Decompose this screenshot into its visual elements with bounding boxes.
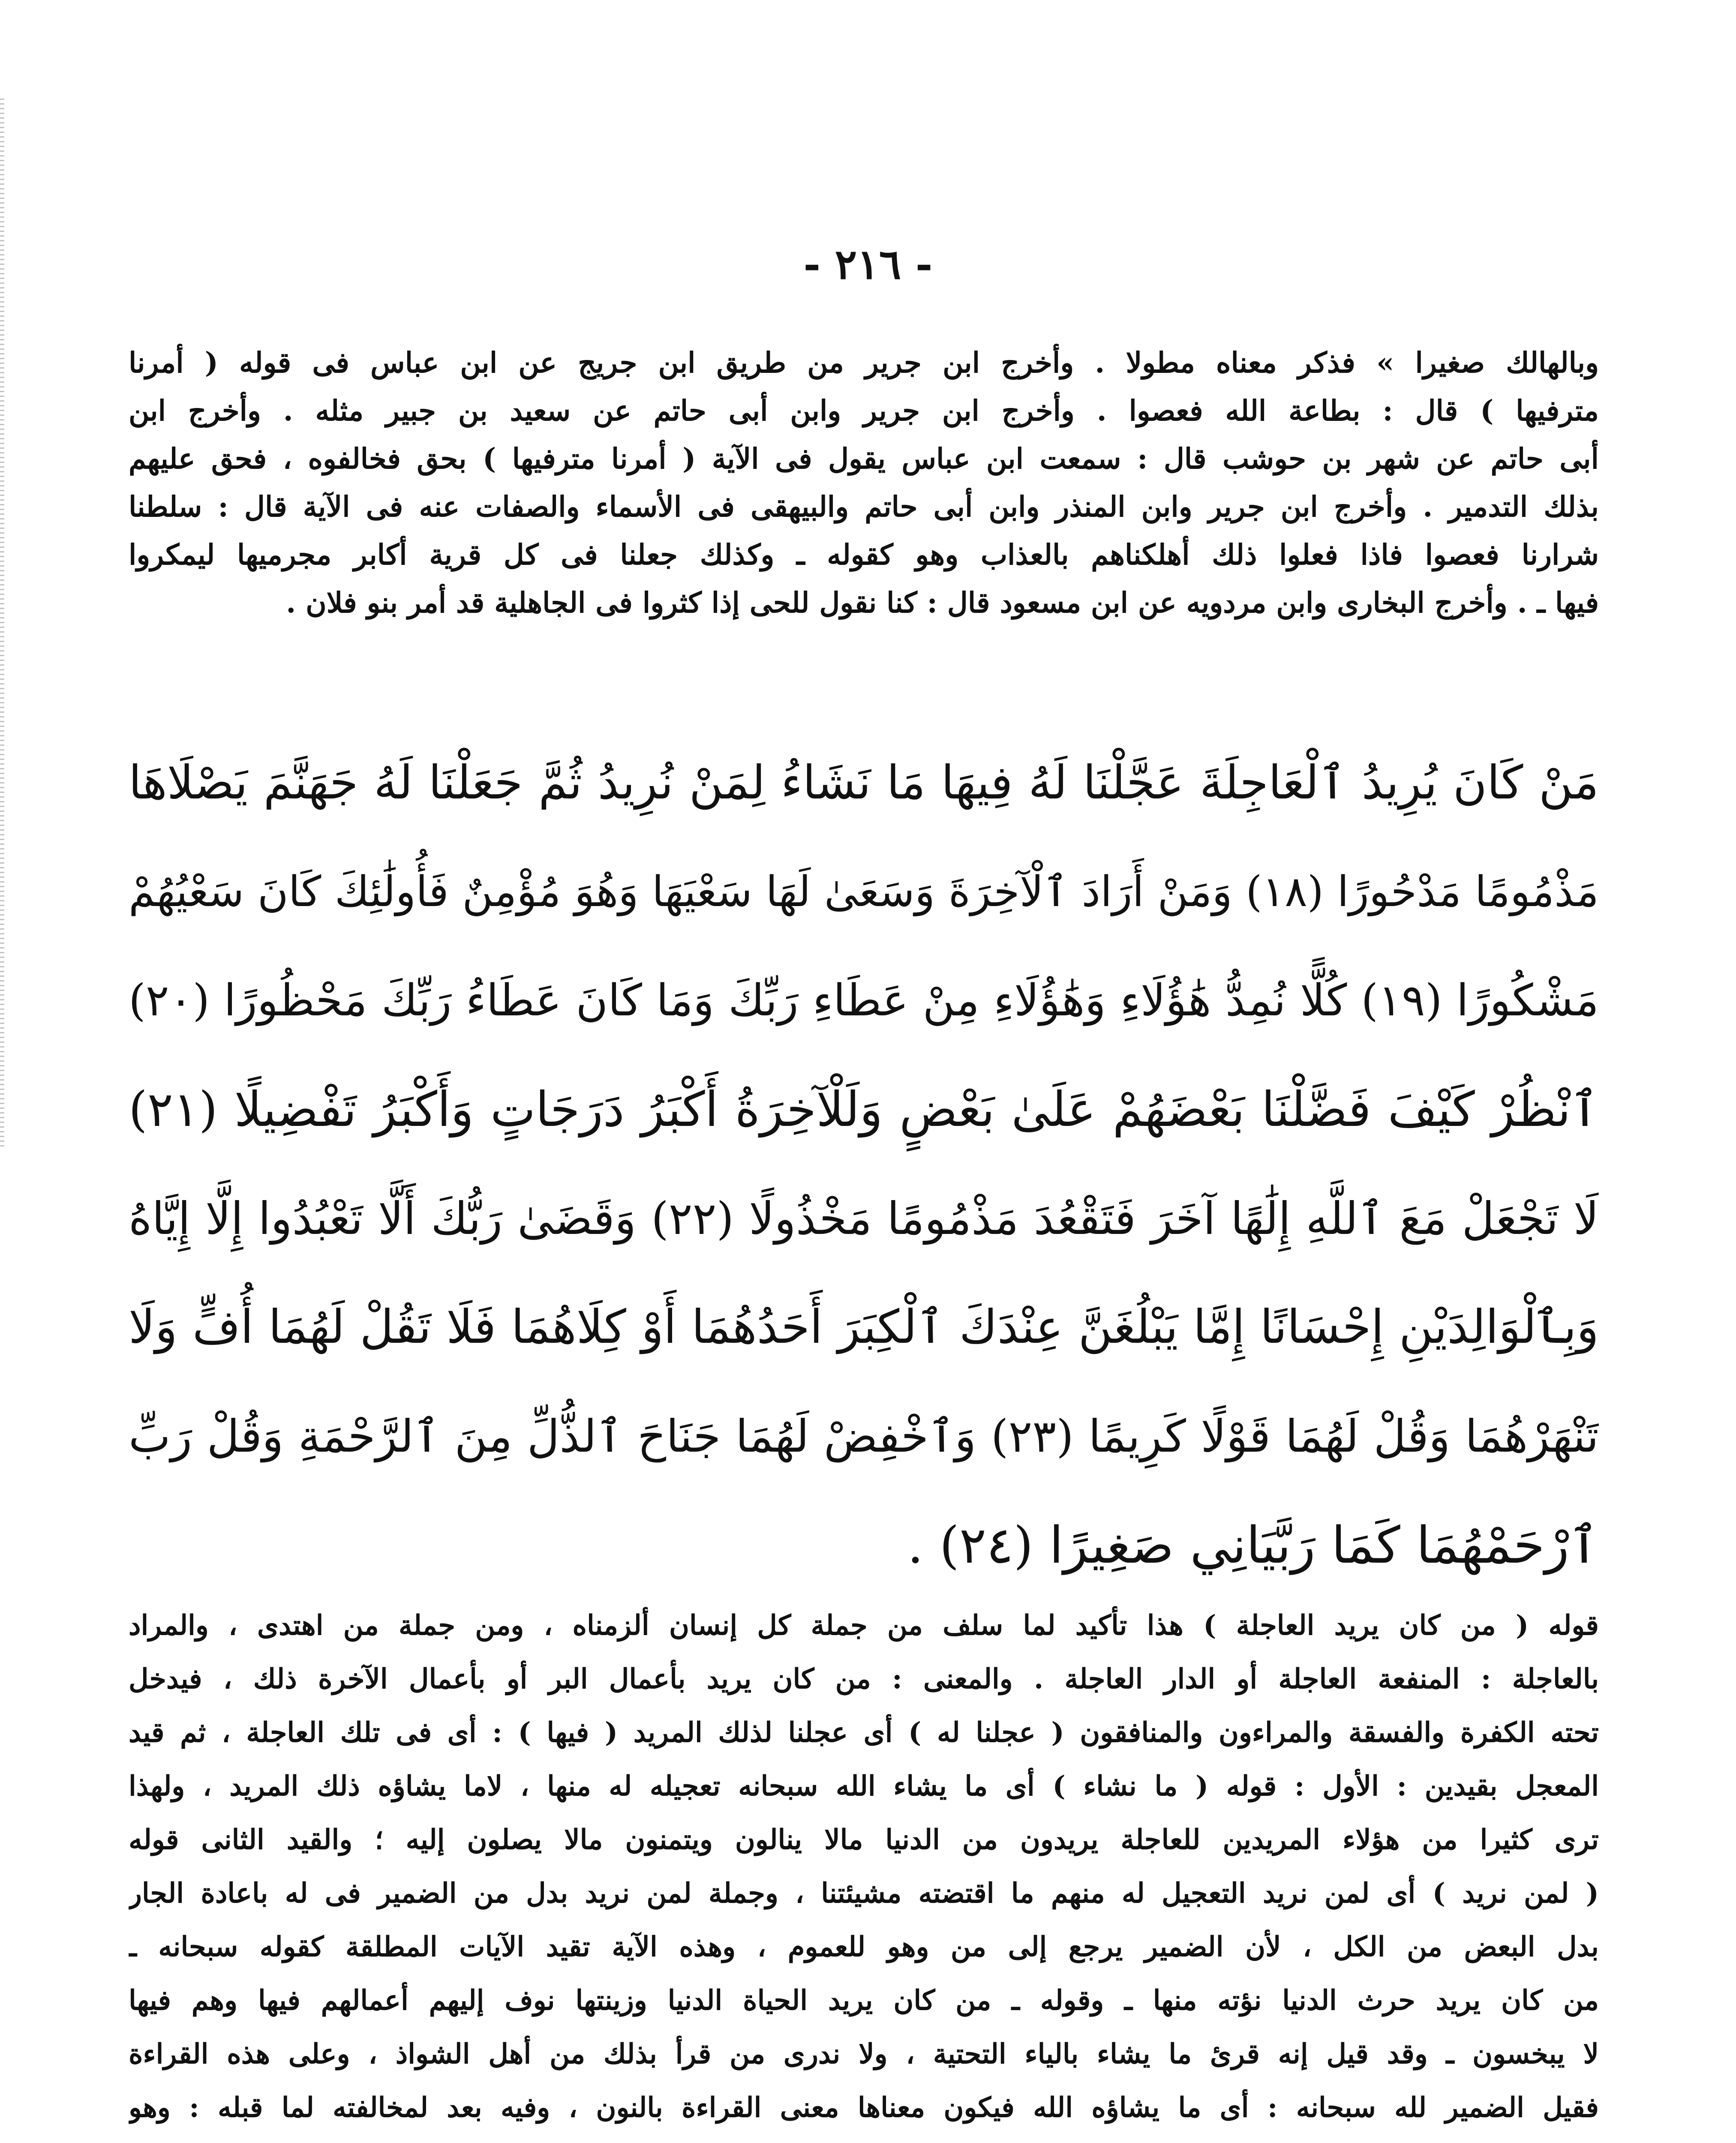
commentary-line: المعجل بقيدين : الأول : قوله ( ما نشاء ) أى ما يشاء الله سبحانه تعجيله له منها ، لاما يشاؤه ذلك المريد ، ولهذا (129, 1770, 1599, 1802)
verse-line: مَشْكُورًا (١٩) كُلًّا نُمِدُّ هَٰؤُلَاءِ وَهَٰؤُلَاءِ مِنْ عَطَاءِ رَبِّكَ وَمَا كَانَ عَطَاءُ رَبِّكَ مَحْظُورًا (٢٠) (129, 975, 1599, 1026)
verse-line: لَا تَجْعَلْ مَعَ ٱللَّهِ إِلَٰهًا آخَرَ فَتَقْعُدَ مَذْمُومًا مَخْذُولًا (٢٢) وَقَضَىٰ رَبُّكَ أَلَّا تَعْبُدُوا إِلَّا إِيَّاهُ (129, 1192, 1599, 1245)
commentary-line: ( لمن نريد ) أى لمن نريد التعجيل له منهم ما اقتضته مشيئتنا ، وجملة لمن نريد بدل من الضمير فى له باعادة الجار (129, 1877, 1599, 1909)
commentary-line: لا يبخسون ـ وقد قيل إنه قرئ ما يشاء بالياء التحتية ، ولا ندرى من قرأ بذلك من أهل الشواذ ، وعلى هذه القراءة (129, 2038, 1599, 2070)
bottom-commentary (129, 1599, 1599, 2143)
commentary-line: شرارنا فعصوا فاذا فعلوا ذلك أهلكناهم بالعذاب وهو كقوله ـ وكذلك جعلنا فى كل قرية أكابر مجرميها ليمكروا (129, 538, 1599, 571)
commentary-line: مترفيها ) قال : بطاعة الله فعصوا . وأخرج ابن جرير وابن أبى حاتم عن سعيد بن جبير مثله . وأخرج ابن (129, 394, 1599, 427)
commentary-line: وبالهالك صغيرا » فذكر معناه مطولا . وأخرج ابن جرير من طريق ابن جريج عن ابن عباس فى قوله ( أمرنا (129, 346, 1599, 379)
verse-line: مَذْمُومًا مَدْحُورًا (١٨) وَمَنْ أَرَادَ ٱلْآخِرَةَ وَسَعَىٰ لَهَا سَعْيَهَا وَهُوَ مُؤْمِنٌ فَأُولَٰئِكَ كَانَ سَعْيُهُمْ (129, 867, 1599, 916)
verse-line: ٱنْظُرْ كَيْفَ فَضَّلْنَا بَعْضَهُمْ عَلَىٰ بَعْضٍ وَلَلْآخِرَةُ أَكْبَرُ دَرَجَاتٍ وَأَكْبَرُ تَفْضِيلًا (٢١) (129, 1082, 1599, 1138)
commentary-line: من كان يريد حرث الدنيا نؤته منها ـ وقوله ـ من كان يريد الحياة الدنيا وزينتها نوف إليهم أعمالهم فيها وهم فيها (129, 1984, 1599, 2017)
page-number: - ٢١٦ - (803, 240, 933, 288)
verse-line: تَنْهَرْهُمَا وَقُلْ لَهُمَا قَوْلًا كَرِيمًا (٢٣) وَٱخْفِضْ لَهُمَا جَنَاحَ ٱلذُّلِّ مِنَ ٱلرَّحْمَةِ وَقُلْ رَبِّ (129, 1410, 1599, 1462)
commentary-line: بالعاجلة : المنفعة العاجلة أو الدار العاجلة . والمعنى : من كان يريد بأعمال البر أو بأعمال الآخرة ذلك ، فيدخل (129, 1663, 1599, 1695)
commentary-line: أبى حاتم عن شهر بن حوشب قال : سمعت ابن عباس يقول فى الآية ( أمرنا مترفيها ) بحق فخالفوه ، فحق عليهم (129, 442, 1599, 475)
verse-line: وَبِٱلْوَالِدَيْنِ إِحْسَانًا إِمَّا يَبْلُغَنَّ عِنْدَكَ ٱلْكِبَرَ أَحَدُهُمَا أَوْ كِلَاهُمَا فَلَا تَقُلْ لَهُمَا أُفٍّ وَلَا (129, 1300, 1599, 1354)
commentary-line: بذلك التدمير . وأخرج ابن جرير وابن المنذر وابن أبى حاتم والبيهقى فى الأسماء والصفات عنه فى الآية قال : سلطنا (129, 490, 1599, 523)
verse-line: مَنْ كَانَ يُرِيدُ ٱلْعَاجِلَةَ عَجَّلْنَا لَهُ فِيهَا مَا نَشَاءُ لِمَنْ نُرِيدُ ثُمَّ جَعَلْنَا لَهُ جَهَنَّمَ يَصْلَاهَا (129, 756, 1599, 810)
commentary-line: ترى كثيرا من هؤلاء المريدين للعاجلة يريدون من الدنيا مالا ينالون ويتمنون مالا يصلون إليه ؛ والقيد الثانى قوله (129, 1824, 1599, 1856)
commentary-line: قوله ( من كان يريد العاجلة ) هذا تأكيد لما سلف من جملة كل إنسان ألزمناه ، ومن جملة من اهتدى ، والمراد (129, 1609, 1599, 1642)
quran-verses (129, 729, 1599, 1600)
commentary-line: فيها ـ . وأخرج البخارى وابن مردويه عن ابن مسعود قال : كنا نقول للحى إذا كثروا فى الجاهلية قد أمر بنو فلان . (286, 586, 1599, 619)
top-commentary (129, 339, 1599, 627)
commentary-line: تحته الكفرة والفسقة والمراءون والمنافقون ( عجلنا له ) أى عجلنا لذلك المريد ( فيها ) : أى فى تلك العاجلة ، ثم قيد (129, 1717, 1599, 1749)
commentary-line (129, 2134, 1599, 2143)
commentary-line: بدل البعض من الكل ، لأن الضمير يرجع إلى من وهو للعموم ، وهذه الآية تقيد الآيات المطلقة كقوله سبحانه ـ (129, 1931, 1599, 1963)
verse-line: ٱرْحَمْهُمَا كَمَا رَبَّيَانِي صَغِيرًا (٢٤) . (907, 1516, 1599, 1575)
commentary-line: فقيل الضمير لله سبحانه : أى ما يشاؤه الله فيكون معناها معنى القراءة بالنون ، وفيه بعد لمخالفته لما قبله : وهو (129, 2092, 1599, 2124)
